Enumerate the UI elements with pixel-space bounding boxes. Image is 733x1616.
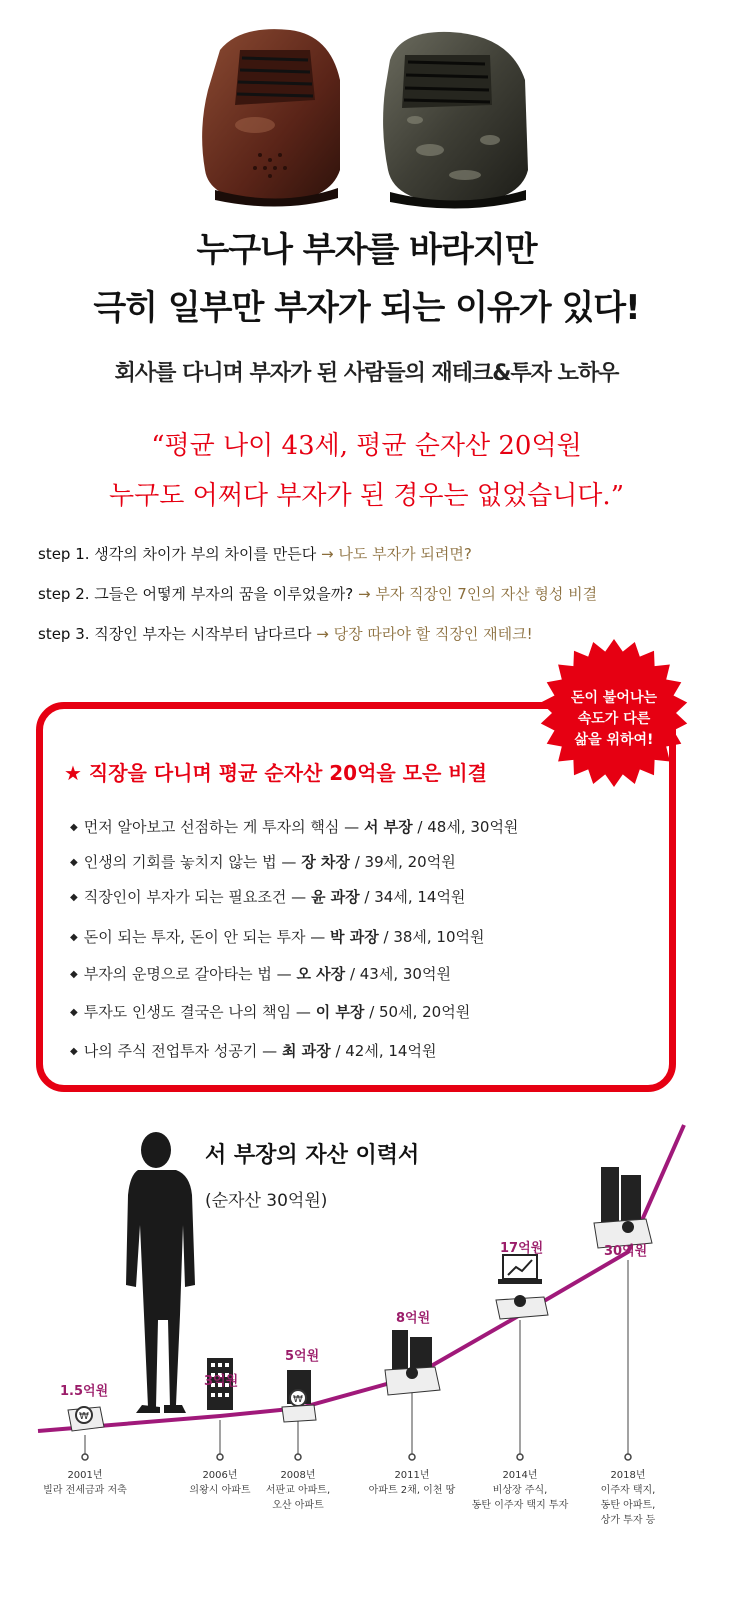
badge-line2: 속도가 다른 [577,711,651,727]
arrow-icon: → [357,585,371,603]
timeline-point-2018: 2018년 이주자 택지, 동탄 아파트, 상가 투자 등 [600,1470,656,1526]
secrets-title: ★ 직장을 다니며 평균 순자산 20억을 모은 비결 [64,761,487,785]
step-highlight: 부자 직장인 7인의 자산 형성 비결 [375,585,598,603]
timeline-point-2008: 2008년 서판교 아파트, 오산 아파트 [265,1470,331,1511]
shoes-illustration [180,20,550,210]
timeline-point-2014: 2014년 비상장 주식, 동탄 이주자 택지 투자 [471,1470,569,1511]
timeline-point-2001: 2001년 빌라 전세금과 저축 [43,1470,127,1496]
money-map-icon [68,1407,104,1431]
amount-label: 1.5억원 [60,1384,109,1399]
step-3 [38,623,533,644]
diamond-bullet-icon: ◆ [70,932,78,943]
diamond-bullet-icon: ◆ [70,1007,78,1018]
amount-label: 5억원 [285,1349,320,1364]
headline-line1: 누구나 부자를 바라지만 [196,230,537,270]
list-item: ◆ 나의 주식 전업투자 성공기 — 최 과장 / 42세, 14억원 [70,1042,437,1060]
step-text: step 3. 직장인 부자는 시작부터 남다르다 [38,625,312,643]
list-item: ◆ 투자도 인생도 결국은 나의 책임 — 이 부장 / 50세, 20억원 [70,1003,471,1021]
building-money-icon [282,1370,316,1422]
timeline-title: 서 부장의 자산 이력서 [205,1143,420,1168]
step-text: step 2. 그들은 어떻게 부자의 꿈을 이루었을까? [38,585,354,603]
headline-line2: 극히 일부만 부자가 되는 이유가 있다! [93,288,640,328]
chart-laptop-icon [496,1255,548,1319]
svg-text:₩: ₩ [293,1394,303,1405]
buildings-map-icon [385,1330,440,1395]
list-item: ◆ 돈이 되는 투자, 돈이 안 되는 투자 — 박 과장 / 38세, 10억원 [70,928,485,946]
list-item: ◆ 부자의 운명으로 갈아타는 법 — 오 사장 / 43세, 30억원 [70,965,451,983]
arrow-icon: → [321,545,334,563]
headline-subtitle: 회사를 다니며 부자가 된 사람들의 재테크&투자 노하우 [114,361,619,386]
list-item: ◆ 직장인이 부자가 되는 필요조건 — 윤 과장 / 34세, 14억원 [70,888,466,906]
step-highlight: 당장 따라야 할 직장인 재테크! [333,625,533,643]
quote-line2: 누구도 어쩌다 부자가 된 경우는 없었습니다.” [109,481,624,511]
list-item: ◆ 인생의 기회를 놓치지 않는 법 — 장 차장 / 39세, 20억원 [70,853,456,871]
timeline-point-2006: 2006년 의왕시 아파트 [189,1470,251,1496]
badge-line1: 돈이 불어나는 [570,690,658,706]
amount-label: 17억원 [500,1241,544,1256]
diamond-bullet-icon: ◆ [70,857,78,868]
step-highlight: 나도 부자가 되려면? [338,545,472,563]
diamond-bullet-icon: ◆ [70,892,78,903]
step-1 [38,543,472,564]
amount-label: 30억원 [604,1244,648,1259]
amount-label: 3억원 [204,1374,239,1389]
badge-line3: 삶을 위하여! [574,732,654,748]
arrow-icon: → [316,625,329,643]
diamond-bullet-icon: ◆ [70,969,78,980]
businessman-silhouette [126,1132,195,1413]
svg-text:₩: ₩ [79,1411,89,1422]
quote-line1: “평균 나이 43세, 평균 순자산 20억원 [151,431,582,461]
step-text: step 1. 생각의 차이가 부의 차이를 만든다 [38,545,317,563]
step-2 [38,583,597,604]
list-item: ◆ 먼저 알아보고 선점하는 게 투자의 핵심 — 서 부장 / 48세, 30억원 [70,818,519,836]
diamond-bullet-icon: ◆ [70,822,78,833]
timeline-subtitle: (순자산 30억원) [205,1191,328,1211]
towers-map-icon [594,1167,652,1248]
diamond-bullet-icon: ◆ [70,1046,78,1057]
amount-label: 8억원 [396,1311,431,1326]
timeline-point-2011: 2011년 아파트 2채, 이천 땅 [368,1470,456,1496]
